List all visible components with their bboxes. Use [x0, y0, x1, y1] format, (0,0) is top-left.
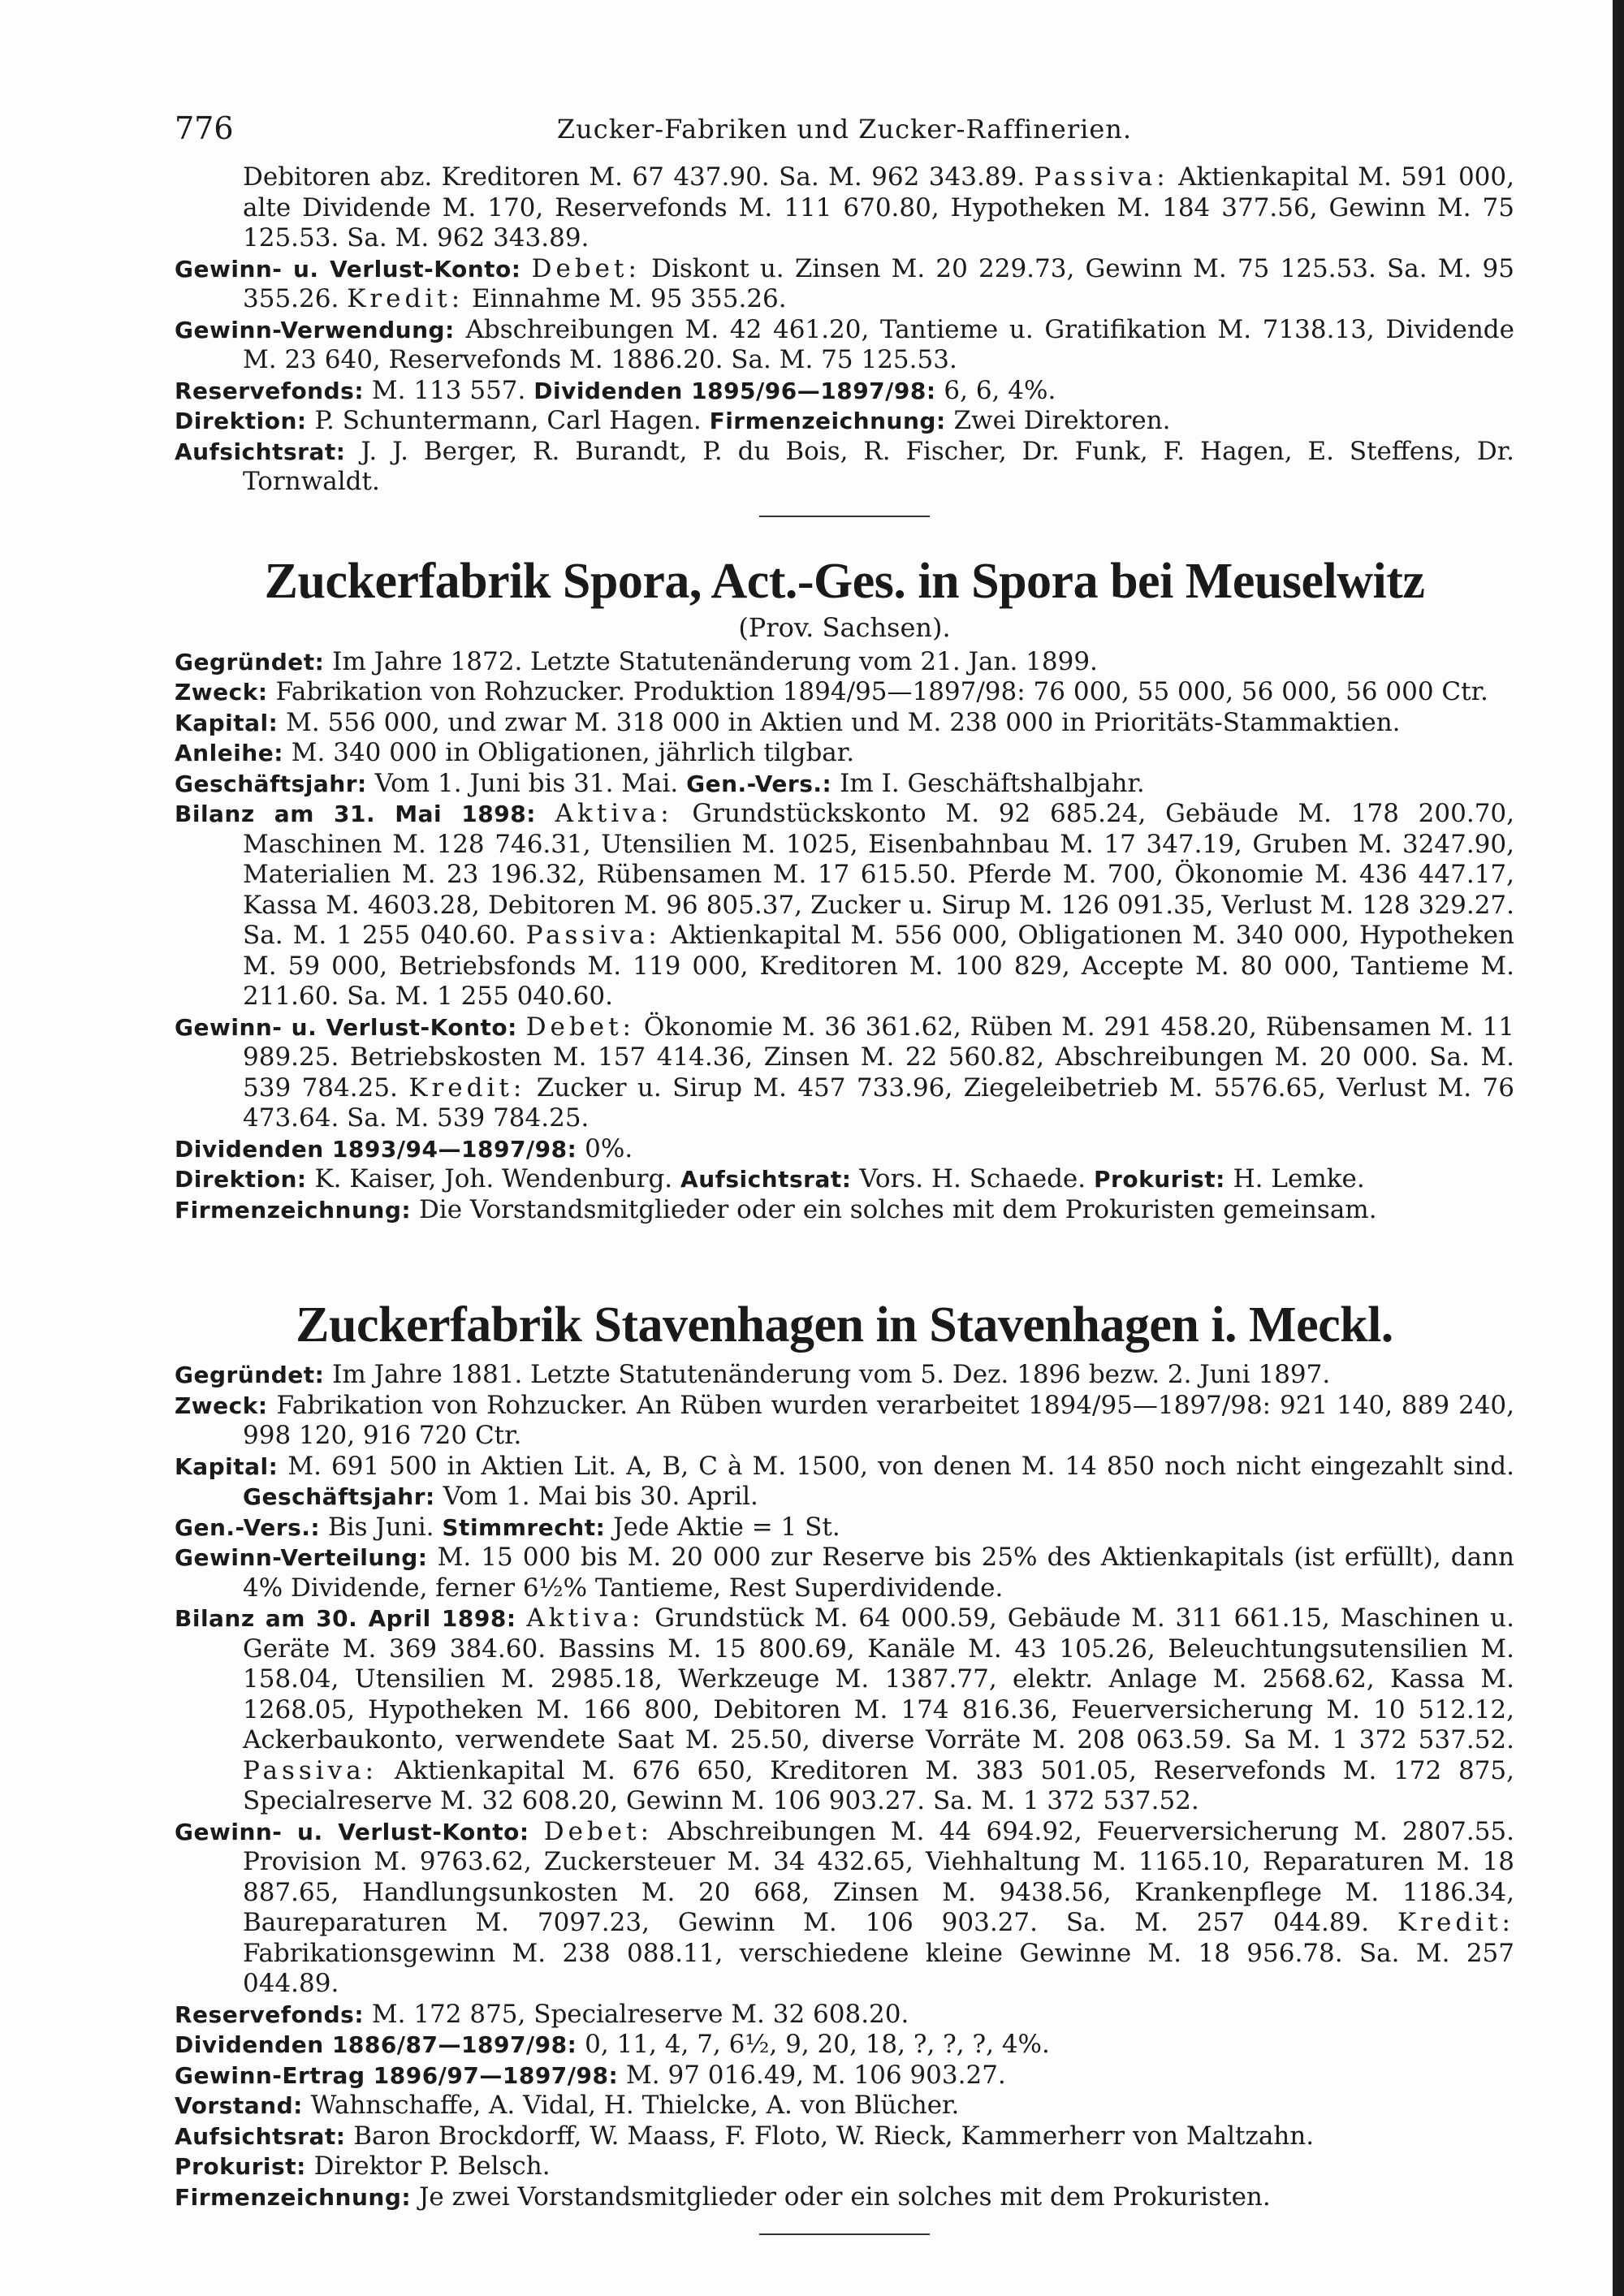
page-header	[175, 104, 1514, 153]
passiva-label: Passiva:	[1034, 162, 1169, 192]
genvers-label: Gen.-Vers.:	[175, 1513, 321, 1541]
section-divider	[759, 2233, 930, 2235]
prokurist-label: Prokurist:	[175, 2153, 306, 2180]
gegruendet	[175, 647, 1514, 678]
zweck-label: Zweck:	[175, 1392, 268, 1419]
gv-konto	[175, 1817, 1514, 2000]
section-divider	[759, 516, 930, 517]
gegruendet-text: Im Jahre 1881. Letzte Statutenänderung vom 5. Dez. 1896 bezw. 2. Juni 1897.	[332, 1360, 1331, 1389]
gewinn-verteilung	[175, 1543, 1514, 1603]
gewinn-verwendung	[175, 315, 1514, 376]
aufsicht-text: Vors. H. Schaede.	[859, 1164, 1086, 1193]
firmenzeichnung	[175, 1195, 1514, 1226]
bilanz-label: Bilanz am 30. April 1898:	[175, 1605, 516, 1632]
zweck	[175, 677, 1514, 708]
genvers-text: Im I. Geschäftshalbjahr.	[840, 768, 1145, 798]
scan-edge	[1613, 0, 1624, 2296]
kapital-label: Kapital:	[175, 1452, 279, 1480]
kredit-text: Einnahme M. 95 355.26.	[472, 284, 787, 313]
prokurist-text: H. Lemke.	[1233, 1164, 1365, 1193]
geschaeftsjahr	[175, 769, 1514, 800]
reserve-label: Reservefonds:	[175, 2000, 365, 2028]
passiva-label: Passiva:	[525, 921, 661, 950]
bilanz	[175, 1603, 1514, 1817]
ertrag-text: M. 97 016.49, M. 106 903.27.	[626, 2060, 1006, 2090]
anleihe	[175, 738, 1514, 769]
verwendung-label: Gewinn-Verwendung:	[175, 316, 455, 343]
firmen-label: Firmenzeichnung:	[175, 1196, 412, 1224]
direktion	[175, 1164, 1514, 1195]
gegruendet-label: Gegründet:	[175, 1362, 325, 1388]
direktion-text: K. Kaiser, Joh. Wendenburg.	[314, 1164, 673, 1193]
direktion-label: Direktion:	[175, 408, 307, 434]
anleihe-text: M. 340 000 in Obligationen, jährlich tilgbar.	[291, 738, 855, 767]
debet-label: Debet:	[531, 253, 641, 283]
kapital	[175, 708, 1514, 739]
firmen-label: Firmenzeichnung:	[709, 408, 946, 434]
aufsicht-text: Baron Brockdorff, W. Maass, F. Floto, W. Rieck, Kammerherr von Maltzahn.	[353, 2121, 1315, 2151]
kredit-label: Kredit:	[1397, 1908, 1514, 1937]
verwendung-text: Abschreibungen M. 42 461.20, Tantieme u. Gratifikation M. 7138.13, Dividende M. 23 640, Reservefonds M. 1886.20. Sa. M. 75 125.53.	[243, 314, 1514, 374]
vorstand-text: Wahnschaffe, A. Vidal, H. Thielcke, A. von Blücher.	[310, 2091, 960, 2120]
reserve-text: M. 172 875, Specialreserve M. 32 608.20.	[371, 1999, 909, 2029]
page-number: 776	[175, 110, 234, 146]
passiva-label: Passiva:	[243, 1755, 378, 1785]
genvers-label: Gen.-Vers.:	[686, 770, 832, 797]
company-title: Zuckerfabrik Spora, Act.-Ges. in Spora bei Meuselwitz	[264, 553, 1425, 609]
geschaeft-label: Geschäftsjahr:	[243, 1483, 435, 1510]
dividenden-text: 0%.	[585, 1133, 633, 1163]
gegruendet-label: Gegründet:	[175, 648, 325, 675]
continuation-balance	[175, 162, 1514, 254]
firmen-label: Firmenzeichnung:	[175, 2183, 412, 2211]
company-entry-stavenhagen	[175, 1295, 1514, 2212]
passiva-text: Aktienkapital M. 676 650, Kreditoren M. 383 501.05, Reservefonds M. 172 875, Specialreserve M. 32 608.20, Gewinn M. 106 903.27. Sa. M. 1 372 537.52.	[243, 1755, 1515, 1815]
reserve-text: M. 113 557.	[371, 375, 526, 405]
kredit-text: Zucker u. Sirup M. 457 733.96, Ziegeleibetrieb M. 5576.65, Verlust M. 76 473.64. Sa. M. 539 784.25.	[243, 1072, 1514, 1133]
debet-label: Debet:	[525, 1012, 635, 1042]
verteilung-label: Gewinn-Verteilung:	[175, 1544, 428, 1571]
genvers	[175, 1513, 1514, 1543]
zweck-label: Zweck:	[175, 679, 268, 706]
gv-label: Gewinn- u. Verlust-Konto:	[175, 1013, 517, 1041]
direktion-label: Direktion:	[175, 1166, 307, 1193]
dividenden-label: Dividenden 1886/87—1897/98:	[175, 2031, 577, 2058]
aufsicht-label: Aufsichtsrat:	[175, 438, 346, 465]
bilanz	[175, 799, 1514, 1012]
ertrag-label: Gewinn-Ertrag 1896/97—1897/98:	[175, 2061, 619, 2089]
aktiva-label: Aktiva:	[555, 799, 673, 828]
zweck	[175, 1391, 1514, 1452]
stimm-label: Stimmrecht:	[442, 1513, 606, 1541]
gv-konto	[175, 1012, 1514, 1134]
prokurist-text: Direktor P. Belsch.	[313, 2151, 551, 2181]
dividenden-text: 6, 6, 4%.	[944, 375, 1056, 405]
firmen-text: Zwei Direktoren.	[953, 406, 1171, 435]
kapital	[175, 1452, 1514, 1513]
bilanz-label: Bilanz am 31. Mai 1898:	[175, 801, 536, 827]
aktiva-label: Aktiva:	[526, 1603, 645, 1633]
aktiva-text: Grundstückskonto M. 92 685.24, Gebäude M. 178 200.70, Maschinen M. 128 746.31, Utensilien M. 1025, Eisenbahnbau M. 17 347.19, Gruben M. 3247.90, Materialien M. 23 196.32, Rübensamen M. 17 615.50. Pferde M. 700, Ökonomie M. 436 447.17, Kassa M. 4603.28, Debitoren M. 96 805.37, Zucker u. Sirup M. 126 091.35, Verlust M. 128 329.27. Sa. M. 1 255 040.60.	[243, 799, 1515, 950]
gegruendet	[175, 1360, 1514, 1391]
kredit-label: Kredit:	[408, 1072, 526, 1103]
continuation-entry	[175, 162, 1514, 498]
gegruendet-text: Im Jahre 1872. Letzte Statutenänderung vom 21. Jan. 1899.	[332, 646, 1098, 676]
gv-label: Gewinn- u. Verlust-Konto:	[175, 255, 521, 283]
direktion-firmen	[175, 406, 1514, 437]
passiva-text: Aktienkapital M. 556 000, Obligationen M. 340 000, Hypotheken M. 59 000, Betriebsfonds M. 119 000, Kreditoren M. 100 829, Accepte M. 80 000, Tantieme M. 211.60. Sa. M. 1 255 040.60.	[243, 921, 1514, 1011]
geschaeft-text: Vom 1. Juni bis 31. Mai.	[374, 768, 679, 798]
genvers-text: Bis Juni.	[327, 1512, 434, 1542]
company-title: Zuckerfabrik Stavenhagen in Stavenhagen i. Meckl.	[296, 1297, 1393, 1353]
company-subtitle: (Prov. Sachsen).	[738, 611, 951, 643]
kredit-text: Fabrikationsgewinn M. 238 088.11, verschiedene kleine Gewinne M. 18 956.78. Sa. M. 257 044.89.	[243, 1938, 1514, 1998]
kredit-label: Kredit:	[347, 284, 464, 313]
kapital-label: Kapital:	[175, 709, 279, 736]
firmenzeichnung	[175, 2182, 1514, 2213]
prokurist	[175, 2151, 1514, 2182]
aufsicht-text: J. J. Berger, R. Burandt, P. du Bois, R. Fischer, Dr. Funk, F. Hagen, E. Steffens, Dr. Tornwaldt.	[243, 436, 1515, 496]
aktiva-text: Grundstück M. 64 000.59, Gebäude M. 311 661.15, Maschinen u. Geräte M. 369 384.60. Bassins M. 15 800.69, Kanäle M. 43 105.26, Beleuchtungsutensilien M. 158.04, Utensilien M. 2985.18, Werkzeuge M. 1387.77, elektr. Anlage M. 2568.62, Kassa M. 1268.05, Hypotheken M. 166 800, Debitoren M. 174 816.36, Feuerversicherung M. 10 512.12, Ackerbaukonto, verwendete Saat M. 25.50, diverse Vorräte M. 208 063.59. Sa M. 1 372 537.52.	[243, 1603, 1514, 1754]
reservefonds	[175, 2000, 1514, 2031]
debet-text: Abschreibungen M. 44 694.92, Feuerversicherung M. 2807.55. Provision M. 9763.62, Zuckersteuer M. 34 432.65, Viehhaltung M. 1165.10, Reparaturen M. 18 887.65, Handlungsunkosten M. 20 668, Zinsen M. 9438.56, Krankenpflege M. 1186.34, Baureparaturen M. 7097.23, Gewinn M. 106 903.27. Sa. M. 257 044.89.	[243, 1816, 1514, 1937]
dividenden-label: Dividenden 1893/94—1897/98:	[175, 1135, 577, 1163]
vorstand	[175, 2091, 1514, 2121]
running-title: Zucker-Fabriken und Zucker-Raffinerien.	[556, 114, 1133, 145]
gv-label: Gewinn- u. Verlust-Konto:	[175, 1818, 529, 1845]
firmen-text: Je zwei Vorstandsmitglieder oder ein solches mit dem Prokuristen.	[418, 2182, 1271, 2212]
prokurist-label: Prokurist:	[1094, 1166, 1225, 1193]
direktion-text: P. Schuntermann, Carl Hagen.	[314, 406, 702, 435]
debitoren-text: Debitoren abz. Kreditoren M. 67 437.90. Sa. M. 962 343.89.	[243, 162, 1026, 192]
aufsichtsrat	[175, 437, 1514, 498]
zweck-text: Fabrikation von Rohzucker. An Rüben wurden verarbeitet 1894/95—1897/98: 921 140, 889 240, 998 120, 916 720 Ctr.	[243, 1390, 1514, 1450]
reserve-dividenden	[175, 376, 1514, 407]
geschaeft-label: Geschäftsjahr:	[175, 770, 367, 797]
debet-text: Ökonomie M. 36 361.62, Rüben M. 291 458.20, Rübensamen M. 11 989.25. Betriebskosten M. 157 414.36, Zinsen M. 22 560.82, Abschreibungen M. 20 000. Sa. M. 539 784.25.	[243, 1012, 1515, 1103]
kapital-text: M. 691 500 in Aktien Lit. A, B, C à M. 1500, von denen M. 14 850 noch nicht eingezahlt sind.	[287, 1451, 1514, 1481]
debet-label: Debet:	[543, 1816, 654, 1846]
verteilung-text: M. 15 000 bis M. 20 000 zur Reserve bis 25% des Aktienkapitals (ist erfüllt), dann 4% Dividende, ferner 6½% Tantieme, Rest Superdividende.	[243, 1543, 1514, 1603]
debet-text: Diskont u. Zinsen M. 20 229.73, Gewinn M. 75 125.53. Sa. M. 95 355.26.	[243, 253, 1514, 313]
dividenden	[175, 2030, 1514, 2061]
dividenden-text: 0, 11, 4, 7, 6½, 9, 20, 18, ?, ?, ?, 4%.	[585, 2030, 1050, 2059]
gv-konto	[175, 254, 1514, 315]
vorstand-label: Vorstand:	[175, 2092, 303, 2119]
aufsichtsrat	[175, 2121, 1514, 2152]
page	[175, 104, 1514, 2235]
reserve-label: Reservefonds:	[175, 377, 365, 404]
anleihe-label: Anleihe:	[175, 740, 283, 766]
company-entry-spora	[175, 551, 1514, 1226]
dividenden-label: Dividenden 1895/96—1897/98:	[533, 377, 936, 404]
aufsicht-label: Aufsichtsrat:	[175, 2122, 346, 2150]
firmen-text: Die Vorstandsmitglieder oder ein solches mit dem Prokuristen gemeinsam.	[418, 1194, 1377, 1224]
stimm-text: Jede Aktie = 1 St.	[613, 1512, 840, 1542]
zweck-text: Fabrikation von Rohzucker. Produktion 1894/95—1897/98: 76 000, 55 000, 56 000, 56 000 Ctr.	[275, 677, 1488, 706]
kapital-text: M. 556 000, und zwar M. 318 000 in Aktien und M. 238 000 in Prioritäts-Stammaktien.	[286, 707, 1401, 737]
dividenden	[175, 1134, 1514, 1165]
geschaeft-text: Vom 1. Mai bis 30. April.	[443, 1482, 758, 1511]
gewinn-ertrag	[175, 2061, 1514, 2091]
aufsicht-label: Aufsichtsrat:	[680, 1166, 852, 1193]
passiva-text: Aktienkapital M. 591 000, alte Dividende M. 170, Reservefonds M. 111 670.80, Hypotheken M. 184 377.56, Gewinn M. 75 125.53. Sa. M. 962 343.89.	[243, 162, 1514, 252]
